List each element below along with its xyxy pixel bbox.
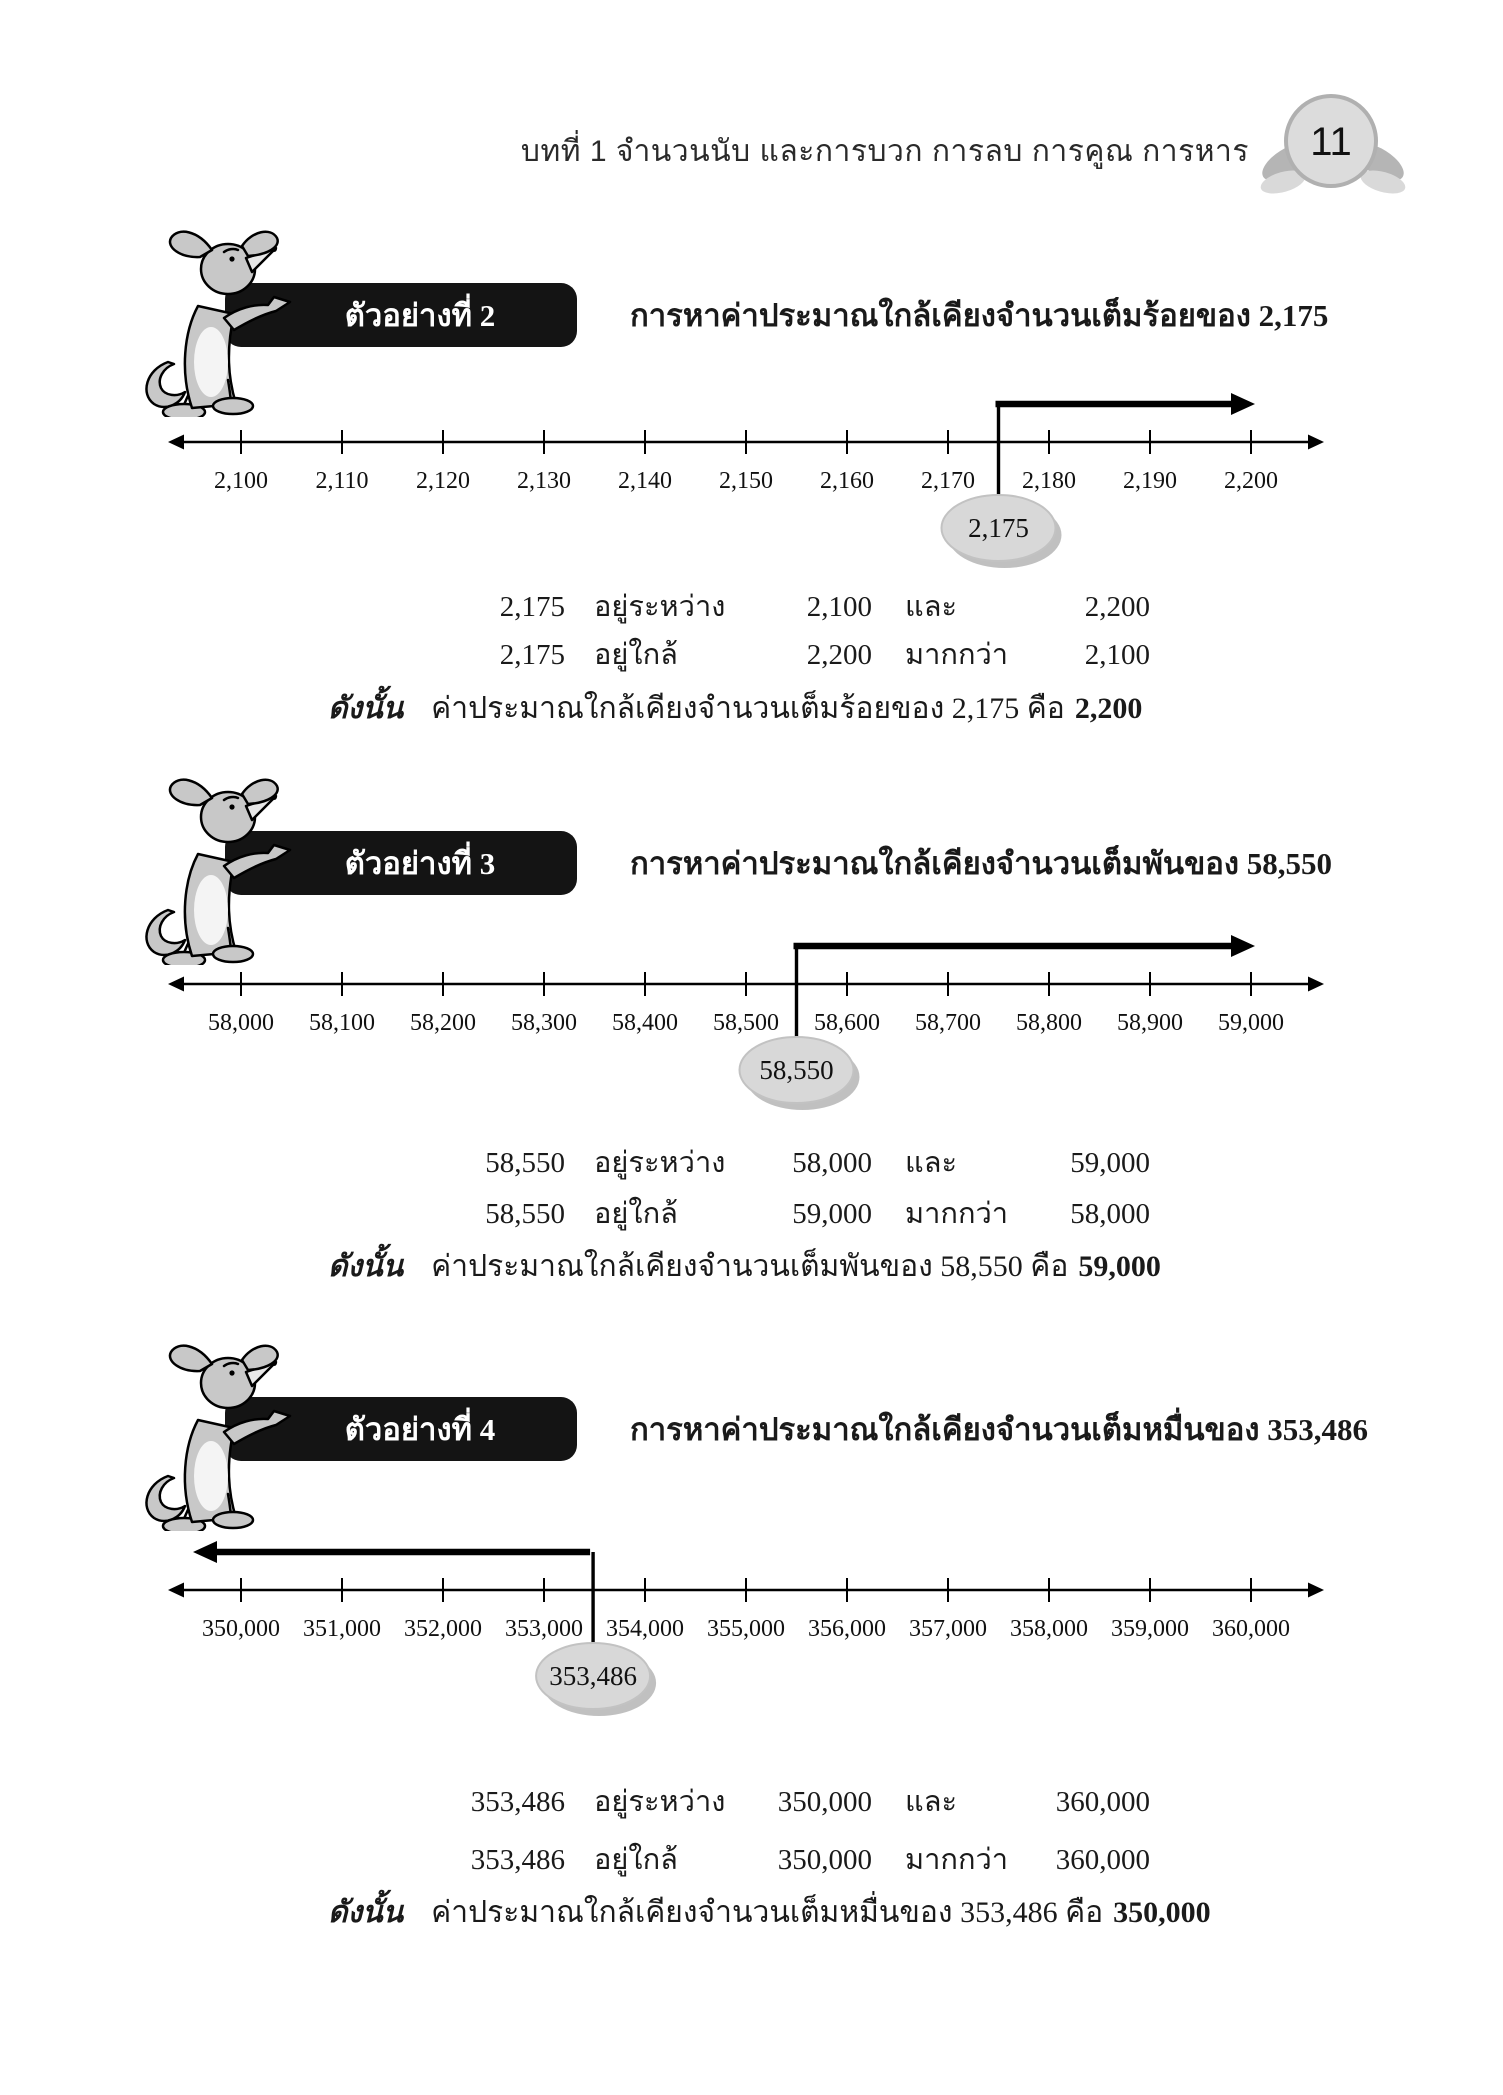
conclusion-line	[328, 686, 1142, 732]
row-connector: และ	[905, 1786, 958, 1818]
row-first-number: 59,000	[792, 1198, 872, 1230]
tick-label: 58,200	[410, 1010, 476, 1036]
tick-label: 350,000	[202, 1616, 280, 1642]
tick-label: 354,000	[606, 1616, 684, 1642]
row-relation: อยู่ใกล้	[594, 639, 678, 671]
rounding-arrow-head-icon	[1231, 393, 1255, 415]
row-value: 353,486	[470, 1844, 565, 1876]
number-line-diagram	[166, 392, 1326, 577]
row-value: 2,175	[499, 639, 565, 671]
marked-value-label: 2,175	[968, 513, 1029, 543]
example-label: ตัวอย่างที่ 2	[344, 298, 496, 333]
row-first-number: 58,000	[792, 1147, 872, 1179]
row-value: 58,550	[485, 1147, 565, 1179]
tick-label: 2,150	[719, 468, 773, 494]
marked-value-label: 353,486	[549, 1661, 637, 1691]
row-relation: อยู่ระหว่าง	[594, 591, 726, 623]
tick-label: 2,100	[214, 468, 268, 494]
row-connector: และ	[905, 1147, 958, 1179]
number-line-diagram	[166, 934, 1326, 1119]
axis-right-arrow-icon	[1308, 435, 1324, 450]
row-relation: อยู่ใกล้	[594, 1844, 678, 1876]
page-number-badge	[1243, 78, 1423, 208]
mascot-dog-icon	[138, 212, 303, 417]
row-value: 353,486	[470, 1786, 565, 1818]
tick-label: 58,800	[1016, 1010, 1082, 1036]
tick-label: 357,000	[909, 1616, 987, 1642]
tick-label: 58,500	[713, 1010, 779, 1036]
conclusion-result: 59,000	[1078, 1250, 1161, 1283]
row-first-number: 350,000	[777, 1844, 872, 1876]
tick-label: 2,140	[618, 468, 672, 494]
row-value: 58,550	[485, 1198, 565, 1230]
example-title: การหาค่าประมาณใกล้เคียงจำนวนเต็มพันของ 58,550	[630, 846, 1333, 881]
example-title: การหาค่าประมาณใกล้เคียงจำนวนเต็มหมื่นของ 353,486	[630, 1412, 1368, 1447]
tick-label: 355,000	[707, 1616, 785, 1642]
tick-label: 58,100	[309, 1010, 375, 1036]
row-second-number: 360,000	[1055, 1786, 1150, 1818]
statement-row	[0, 585, 1503, 629]
conclusion-line	[328, 1244, 1161, 1290]
statement-row	[0, 633, 1503, 677]
tick-label: 358,000	[1010, 1616, 1088, 1642]
statement-row	[0, 1192, 1503, 1236]
axis-right-arrow-icon	[1308, 1583, 1324, 1598]
axis-right-arrow-icon	[1308, 977, 1324, 992]
tick-label: 353,000	[505, 1616, 583, 1642]
tick-label: 2,160	[820, 468, 874, 494]
statement-row	[0, 1838, 1503, 1882]
conclusion-line	[328, 1890, 1211, 1936]
number-line-diagram	[166, 1540, 1326, 1725]
tick-label: 58,600	[814, 1010, 880, 1036]
axis-left-arrow-icon	[168, 1583, 184, 1598]
row-first-number: 2,200	[806, 639, 872, 671]
tick-label: 2,180	[1022, 468, 1076, 494]
axis-left-arrow-icon	[168, 435, 184, 450]
conclusion-prefix: ดังนั้น	[328, 692, 404, 725]
row-relation: อยู่ระหว่าง	[594, 1147, 726, 1179]
tick-label: 2,110	[315, 468, 369, 494]
tick-label: 351,000	[303, 1616, 381, 1642]
row-first-number: 2,100	[806, 591, 872, 623]
row-second-number: 2,100	[1084, 639, 1150, 671]
conclusion-statement: ค่าประมาณใกล้เคียงจำนวนเต็มหมื่นของ 353,486 คือ	[431, 1896, 1104, 1929]
tick-label: 58,000	[208, 1010, 274, 1036]
rounding-arrow-head-icon	[1231, 935, 1255, 957]
row-second-number: 59,000	[1070, 1147, 1150, 1179]
rounding-arrow-head-icon	[193, 1541, 217, 1563]
tick-label: 58,700	[915, 1010, 981, 1036]
mascot-dog-icon	[138, 760, 303, 965]
conclusion-statement: ค่าประมาณใกล้เคียงจำนวนเต็มร้อยของ 2,175 คือ	[431, 692, 1065, 725]
row-value: 2,175	[499, 591, 565, 623]
row-connector: มากกว่า	[905, 1198, 1009, 1230]
example-label: ตัวอย่างที่ 4	[344, 1412, 496, 1447]
tick-label: 360,000	[1212, 1616, 1290, 1642]
conclusion-result: 350,000	[1113, 1896, 1211, 1929]
axis-left-arrow-icon	[168, 977, 184, 992]
row-connector: มากกว่า	[905, 639, 1009, 671]
statement-row	[0, 1141, 1503, 1185]
statement-row	[0, 1780, 1503, 1824]
example-label: ตัวอย่างที่ 3	[344, 846, 496, 881]
tick-label: 359,000	[1111, 1616, 1189, 1642]
row-second-number: 2,200	[1084, 591, 1150, 623]
tick-label: 58,300	[511, 1010, 577, 1036]
row-second-number: 360,000	[1055, 1844, 1150, 1876]
tick-label: 2,190	[1123, 468, 1177, 494]
mascot-dog-icon	[138, 1326, 303, 1531]
conclusion-statement: ค่าประมาณใกล้เคียงจำนวนเต็มพันของ 58,550 คือ	[431, 1250, 1069, 1283]
tick-label: 58,900	[1117, 1010, 1183, 1036]
tick-label: 356,000	[808, 1616, 886, 1642]
row-connector: มากกว่า	[905, 1844, 1009, 1876]
row-relation: อยู่ใกล้	[594, 1198, 678, 1230]
tick-label: 2,120	[416, 468, 470, 494]
tick-label: 58,400	[612, 1010, 678, 1036]
tick-label: 2,170	[921, 468, 975, 494]
tick-label: 2,130	[517, 468, 571, 494]
row-connector: และ	[905, 591, 958, 623]
tick-label: 2,200	[1224, 468, 1278, 494]
row-first-number: 350,000	[777, 1786, 872, 1818]
marked-value-label: 58,550	[759, 1055, 834, 1085]
conclusion-prefix: ดังนั้น	[328, 1250, 404, 1283]
page-number: 11	[1310, 120, 1352, 164]
conclusion-result: 2,200	[1074, 692, 1143, 725]
example-title: การหาค่าประมาณใกล้เคียงจำนวนเต็มร้อยของ 2,175	[630, 298, 1329, 333]
row-relation: อยู่ระหว่าง	[594, 1786, 726, 1818]
conclusion-prefix: ดังนั้น	[328, 1896, 404, 1929]
row-second-number: 58,000	[1070, 1198, 1150, 1230]
chapter-title: บทที่ 1 จำนวนนับ และการบวก การลบ การคูณ การหาร	[520, 135, 1249, 168]
tick-label: 352,000	[404, 1616, 482, 1642]
tick-label: 59,000	[1218, 1010, 1284, 1036]
